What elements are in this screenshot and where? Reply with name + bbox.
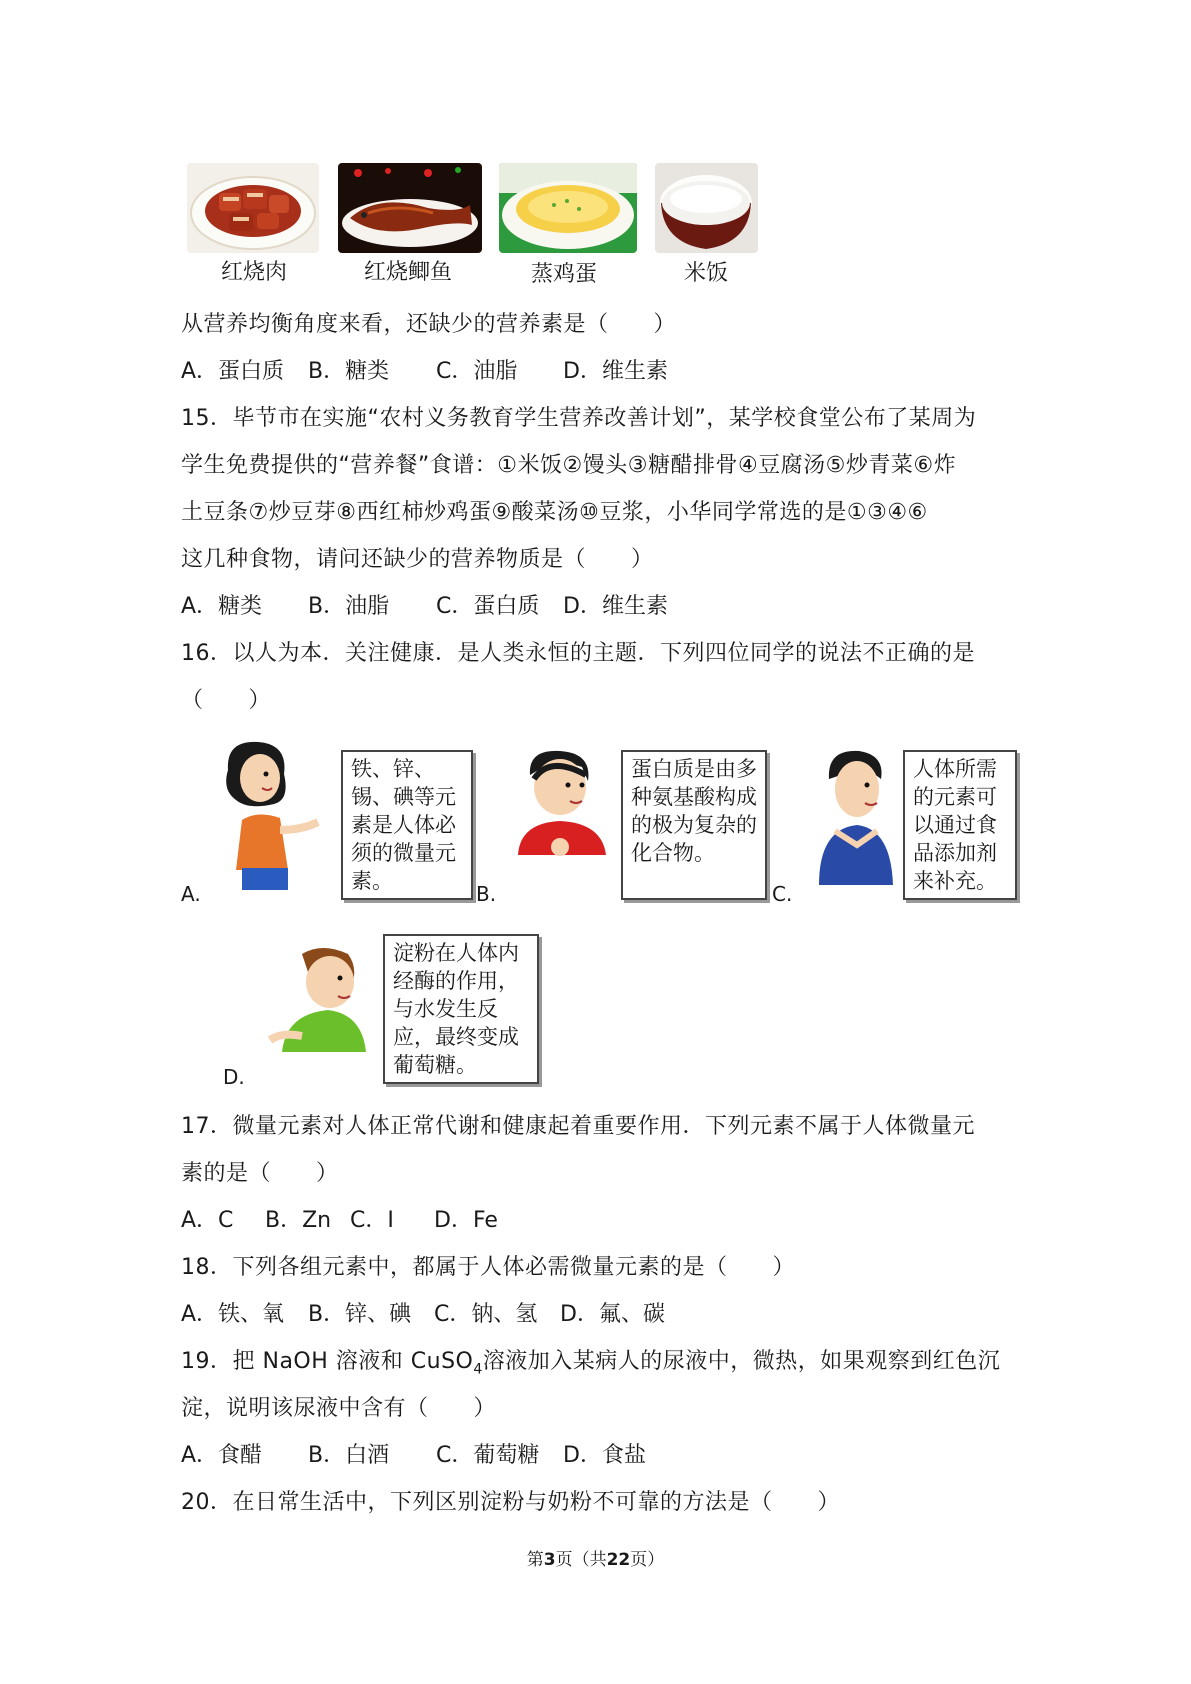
q19-option-b: B．白酒 — [308, 1443, 390, 1468]
footer-text: 第 — [526, 1550, 544, 1570]
cartoon-boy-b — [510, 745, 620, 879]
q19-option-d: D．食盐 — [563, 1443, 646, 1468]
q19-option-c: C．葡萄糖 — [436, 1443, 540, 1468]
q17-option-b: B．Zn — [265, 1208, 332, 1233]
q17-option-a: A．C — [181, 1208, 234, 1233]
q19-option-a: A．食醋 — [181, 1443, 263, 1468]
question-18-line: 18．下列各组元素中，都属于人体必需微量元素的是（ ） — [181, 1255, 795, 1280]
q18-option-d: D．氟、碳 — [560, 1302, 665, 1327]
cartoon-boy-c — [805, 745, 905, 899]
q17-option-c: C．I — [350, 1208, 394, 1233]
q14-option-c: C．油脂 — [436, 359, 518, 384]
q18-option-a: A．铁、氧 — [181, 1302, 285, 1327]
q17-option-d: D．Fe — [434, 1208, 498, 1233]
page-footer — [0, 1545, 1191, 1570]
speech-bubble-a: 铁、锌、锡、碘等元素是人体必须的微量元素。 — [341, 750, 473, 900]
question-15-line: 这几种食物，请问还缺少的营养物质是（ ） — [181, 547, 654, 572]
question-16-line: （ ） — [181, 688, 272, 713]
food-photo-braised-pork — [187, 163, 319, 253]
cartoon-boy-d — [262, 944, 382, 1058]
question-15-line: 15．毕节市在实施“农村义务教育学生营养改善计划”，某学校食堂公布了某周为 — [181, 406, 977, 431]
question-16-line: 16．以人为本．关注健康．是人类永恒的主题．下列四位同学的说法不正确的是 — [181, 641, 975, 666]
q16-label-c: C. — [772, 882, 793, 906]
cartoon-girl-a — [218, 740, 338, 894]
food-photo-rice — [655, 163, 758, 253]
question-19-line: 淀，说明该尿液中含有（ ） — [181, 1396, 497, 1421]
q16-label-a: A. — [181, 882, 201, 906]
speech-bubble-d: 淀粉在人体内经酶的作用，与水发生反应，最终变成葡萄糖。 — [383, 934, 539, 1084]
question-15-line: 土豆条⑦炒豆芽⑧西红柿炒鸡蛋⑨酸菜汤⑩豆浆，小华同学常选的是①③④⑥ — [181, 500, 928, 525]
food-caption: 蒸鸡蛋 — [530, 262, 597, 287]
q15-option-d: D．维生素 — [563, 594, 668, 619]
q18-option-c: C．钠、氢 — [434, 1302, 538, 1327]
speech-bubble-c: 人体所需的元素可以通过食品添加剂来补充。 — [903, 750, 1017, 900]
question-17-line: 17．微量元素对人体正常代谢和健康起着重要作用．下列元素不属于人体微量元 — [181, 1114, 975, 1139]
question-19-line — [181, 1347, 1000, 1384]
speech-bubble-b: 蛋白质是由多种氨基酸构成的极为复杂的化合物。 — [621, 750, 767, 900]
footer-total-pages: 22 — [606, 1550, 631, 1570]
q14-option-a: A．蛋白质 — [181, 359, 285, 384]
q15-option-b: B．油脂 — [308, 594, 390, 619]
q16-label-b: B. — [476, 882, 497, 906]
question-14-stem: 从营养均衡角度来看，还缺少的营养素是（ ） — [181, 312, 677, 337]
footer-page-number: 3 — [543, 1550, 556, 1570]
food-photo-steamed-egg — [499, 163, 637, 253]
q14-option-d: D．维生素 — [563, 359, 668, 384]
q19-subscript: 4 — [473, 1361, 483, 1378]
question-20-line: 20．在日常生活中，下列区别淀粉与奶粉不可靠的方法是（ ） — [181, 1490, 840, 1515]
q14-option-b: B．糖类 — [308, 359, 390, 384]
food-caption: 红烧鲫鱼 — [363, 260, 452, 285]
food-caption: 米饭 — [683, 261, 728, 286]
question-15-line: 学生免费提供的“营养餐”食谱：①米饭②馒头③糖醋排骨④豆腐汤⑤炒青菜⑥炸 — [181, 453, 957, 478]
q19-text-part: 19．把 NaOH 溶液和 CuSO — [181, 1349, 474, 1374]
footer-text: 页） — [630, 1550, 665, 1570]
food-photo-braised-carp — [338, 163, 482, 253]
footer-text: 页（共 — [555, 1550, 607, 1570]
q15-option-a: A．糖类 — [181, 594, 263, 619]
question-17-line: 素的是（ ） — [181, 1161, 339, 1186]
q15-option-c: C．蛋白质 — [436, 594, 540, 619]
food-caption: 红烧肉 — [220, 260, 287, 285]
q19-text-part: 溶液加入某病人的尿液中，微热，如果观察到红色沉 — [482, 1349, 1001, 1374]
q16-label-d: D. — [223, 1065, 245, 1089]
q18-option-b: B．锌、碘 — [308, 1302, 412, 1327]
